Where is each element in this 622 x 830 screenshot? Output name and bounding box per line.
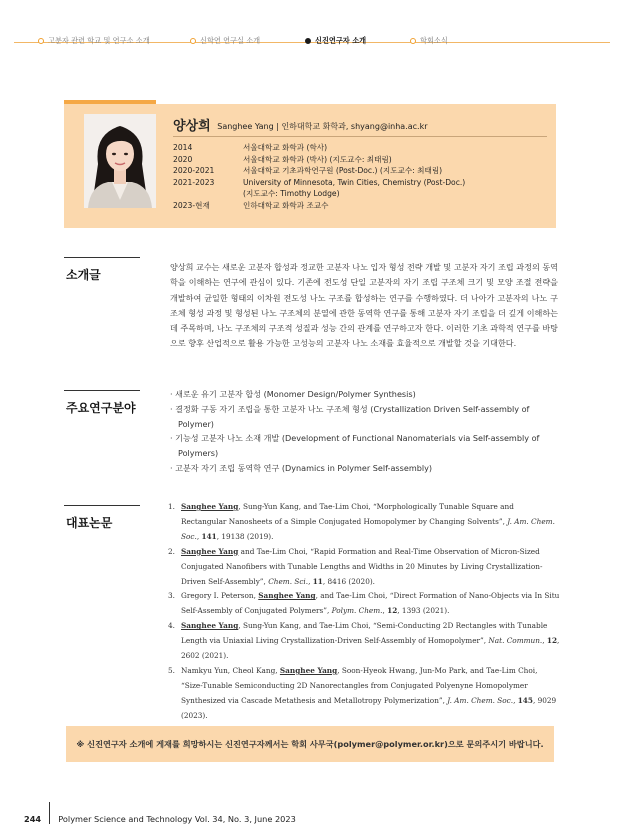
- profile-name-korean: 양상희: [173, 119, 211, 134]
- research-item: · 기능성 고분자 나노 소재 개발 (Development of Functional Nanomaterials via Self-assembly of Polymers): [170, 433, 540, 459]
- career-desc: 서울대학교 화학과 (박사) (지도교수: 최태림): [243, 154, 392, 164]
- section-title-papers: 대표논문: [66, 516, 113, 530]
- section-title-research: 주요연구분야: [66, 401, 136, 415]
- paper-volume: 11: [312, 576, 323, 586]
- paper-journal: Nat. Commun.: [488, 636, 543, 646]
- nav-item-society-news[interactable]: [410, 36, 448, 46]
- paper-number: 1.: [168, 502, 175, 511]
- notice-banner: ※ 신진연구자 소개에 게재를 희망하시는 신진연구자께서는 학회 사무국(polymer@polymer.or.kr)으로 문의주시기 바랍니다.: [66, 726, 554, 762]
- career-item: [173, 188, 465, 200]
- paper-highlight-author: Sanghee Yang: [181, 546, 239, 556]
- paper-journal: J. Am. Chem. Soc.: [181, 516, 555, 541]
- paper-highlight-author: Sanghee Yang: [258, 591, 316, 601]
- paper-highlight-author: Sanghee Yang: [279, 665, 338, 675]
- profile-name-english: Sanghee Yang: [217, 122, 274, 131]
- paper-authors-title: , Soon-Hyeok Hwang, Jun-Mo Park, and Tae-Lim Choi, “Size-Tunable Semiconducting 2D Nanorectangles from Conjugated Polyenyne Homopolymer Synthesized via Cascade Metathesis and Metallotropy Polymerization”,: [181, 665, 538, 705]
- paper-volume: 145: [517, 695, 533, 705]
- paper-separator: ,: [542, 636, 547, 646]
- paper-pages-year: , 2602 (2021).: [181, 636, 560, 661]
- paper-pages-year: , 9029 (2023).: [181, 695, 557, 720]
- career-year: [173, 188, 243, 200]
- section-rule: [64, 505, 140, 506]
- paper-citation: [181, 619, 560, 664]
- career-year: 2021-2023: [173, 177, 215, 187]
- profile-email[interactable]: shyang@inha.ac.kr: [350, 122, 428, 131]
- paper-citation: [181, 589, 560, 619]
- paper-item: [168, 545, 560, 590]
- nav-item-label: 학회소식: [420, 36, 448, 45]
- paper-citation: [181, 664, 560, 724]
- paper-volume: 12: [546, 636, 558, 646]
- profile-separator: [173, 136, 547, 137]
- paper-authors-title: , Sung-Yun Kang, and Tae-Lim Choi, “Semi-Conducting 2D Rectangles with Tunable Length via Uniaxial Living Crystallization-Driven Self-Assembly of Homopolymer”,: [181, 621, 548, 646]
- page-number: 244: [24, 814, 42, 824]
- nav-dot-active-icon: [305, 38, 311, 44]
- career-list: [173, 142, 465, 212]
- paper-highlight-author: Sanghee Yang: [181, 621, 239, 631]
- section-title-intro: 소개글: [66, 268, 101, 282]
- research-list: [170, 387, 562, 476]
- career-desc: 서울대학교 화학과 (학사): [243, 143, 328, 152]
- paper-separator: ,: [382, 606, 388, 616]
- paper-separator: ,: [308, 576, 313, 586]
- career-year: 2020-2021: [173, 166, 215, 176]
- paper-authors-title: , Sung-Yun Kang, and Tae-Lim Choi, “Morphologically Tunable Square and Rectangular Nanosheets of a Simple Conjugated Homopolymer by Changing Solvents”,: [181, 502, 514, 526]
- career-desc: 인하대학교 화학과 조교수: [243, 200, 329, 210]
- nav-item-new-researchers[interactable]: [305, 36, 366, 46]
- paper-authors-pre: Namkyu Yun, Cheol Kang,: [181, 665, 280, 675]
- name-divider: |: [276, 122, 282, 131]
- profile-affiliation: 인하대학교 화학과,: [281, 122, 349, 131]
- nav-dot-icon: [190, 38, 196, 44]
- intro-text: 양상희 교수는 새로운 고분자 합성과 정교한 고분자 나노 입자 형성 전략 개발 및 고분자 자기 조립 과정의 동역학을 이해하는 연구에 관심이 있다. 기존에 전도성 단일 고분자의 자기 조립 구조체 크기 및 모양 조절 전략을 개발하여 균일한 형태의 이차원 전도성 나노 구조를 합성하는 연구를 수행하였다. 더 나아가 고분자의 나노 구조체 형성 과정 및 형성된 나노 구조체의 분열에 관한 동역학 연구를 통해 고분자 자기 조립을 더 깊게 이해하는데 주목하며, 나노 구조체의 구조적 성질과 성능 간의 관계를 연구하고자 한다. 이러한 기초 과학적 연구를 바탕으로 향후 산업적으로 활용 가능한 고성능의 고분자 나노 소재를 효율적으로 개발할 것을 기대한다.: [170, 262, 558, 349]
- footer-divider: [49, 802, 50, 824]
- paper-pages-year: , 19138 (2019).: [216, 531, 274, 541]
- section-rule: [64, 390, 140, 391]
- paper-citation: [181, 500, 560, 545]
- section-rule: [64, 257, 140, 258]
- footer-journal: Polymer Science and Technology Vol. 34, No. 3, June 2023: [58, 814, 296, 824]
- career-year: 2014: [173, 143, 193, 152]
- paper-separator: ,: [196, 531, 202, 541]
- paper-highlight-author: Sanghee Yang: [181, 502, 239, 511]
- nav-item-label: 신진연구자 소개: [315, 36, 367, 45]
- career-item: [173, 177, 465, 189]
- paper-list: [168, 500, 560, 724]
- career-year: 2023-현재: [173, 200, 210, 210]
- paper-number: 5.: [168, 665, 175, 675]
- paper-item: [168, 500, 560, 545]
- nav-item-labs[interactable]: [190, 36, 260, 46]
- paper-journal: Chem. Sci.: [268, 576, 309, 586]
- nav-item-label: 고분자 관련 학교 및 연구소 소개: [48, 36, 150, 45]
- career-year: 2020: [173, 154, 193, 164]
- paper-journal: J. Am. Chem. Soc.: [447, 695, 514, 705]
- paper-pages-year: , 1393 (2021).: [397, 606, 450, 616]
- research-item: · 새로운 유기 고분자 합성 (Monomer Design/Polymer Synthesis): [170, 389, 416, 399]
- profile-name-row: [173, 115, 428, 134]
- paper-separator: ,: [513, 695, 518, 705]
- paper-item: [168, 619, 560, 664]
- career-item: [173, 154, 465, 166]
- page-footer: [24, 808, 296, 830]
- paper-item: [168, 589, 560, 619]
- paper-volume: 12: [387, 606, 398, 616]
- paper-authors-pre: Gregory I. Peterson,: [181, 591, 259, 601]
- career-desc: 서울대학교 기초과학연구원 (Post-Doc.) (지도교수: 최태림): [243, 166, 443, 176]
- career-item: [173, 200, 465, 212]
- career-item: [173, 142, 465, 154]
- nav-item-label: 신학연 연구실 소개: [200, 36, 261, 45]
- nav-dot-icon: [38, 38, 44, 44]
- career-desc: University of Minnesota, Twin Cities, Chemistry (Post-Doc.): [243, 177, 466, 187]
- nav-item-institutions[interactable]: [38, 36, 150, 46]
- paper-journal: Polym. Chem.: [331, 606, 383, 616]
- paper-authors-title: , and Tae-Lim Choi, “Direct Formation of Nano-Objects via In Situ Self-Assembly of Conjugated Polymers”,: [181, 591, 560, 616]
- paper-citation: [181, 545, 560, 590]
- career-desc: (지도교수: Timothy Lodge): [243, 189, 340, 199]
- paper-authors-title: and Tae-Lim Choi, “Rapid Formation and Real-Time Observation of Micron-Sized Conjugated Nanofibers with Tunable Lengths and Widths in 20 Minutes by Living Crystallization-Driven Self-Assembly”,: [181, 546, 543, 586]
- paper-item: [168, 664, 560, 724]
- research-item: · 고분자 자기 조립 동역학 연구 (Dynamics in Polymer Self-assembly): [170, 462, 433, 473]
- paper-number: 3.: [168, 591, 175, 601]
- profile-photo: [84, 114, 156, 208]
- paper-volume: 141: [201, 531, 217, 541]
- paper-number: 2.: [168, 546, 175, 556]
- paper-pages-year: , 8416 (2020).: [322, 576, 376, 586]
- career-item: [173, 165, 465, 177]
- paper-number: 4.: [168, 621, 175, 631]
- research-item: · 결정화 구동 자기 조립을 통한 고분자 나노 구조체 형성 (Crystallization Driven Self-assembly of Polymer): [170, 403, 530, 429]
- top-navigation: [0, 0, 622, 76]
- nav-dot-icon: [410, 38, 416, 44]
